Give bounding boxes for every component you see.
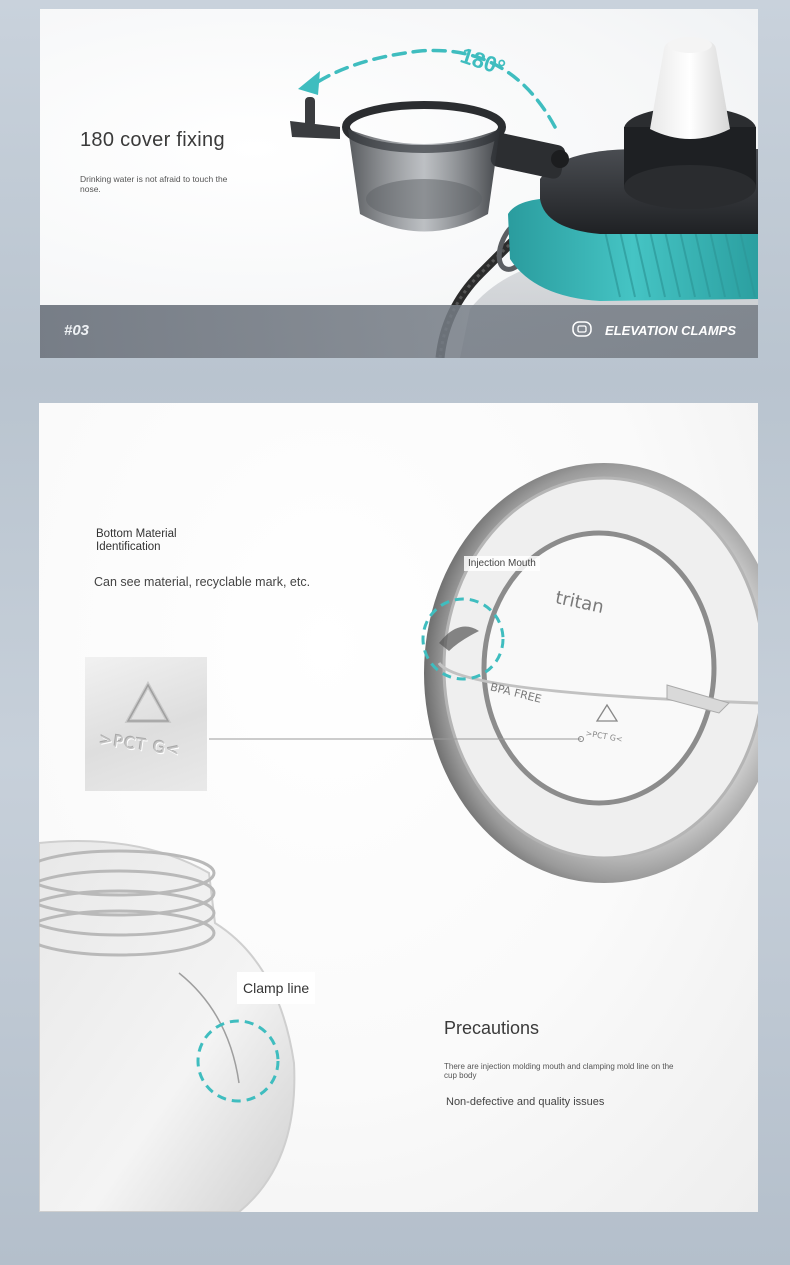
lid-bpa-mark: BPA FREE — [488, 680, 543, 706]
injection-mouth-label: Injection Mouth — [464, 556, 540, 571]
bottle-bottom-image — [39, 403, 758, 1212]
cover-fixing-title: 180 cover fixing — [80, 129, 225, 151]
bottom-material-description: Can see material, recyclable mark, etc. — [94, 575, 311, 589]
bottom-material-title: Bottom Material Identification — [96, 528, 177, 553]
recycle-triangle-icon — [123, 681, 173, 731]
lid-brand-mark: tritan — [553, 587, 606, 618]
bottom-material-card — [39, 403, 758, 1212]
precautions-description: There are injection molding mouth and clamping mold line on the cup body — [444, 1062, 674, 1080]
lid-code-mark: >PCT G< — [584, 728, 624, 745]
feature-number: #03 — [64, 322, 90, 339]
recycle-mark-closeup — [85, 657, 207, 791]
clamp-line-label: Clamp line — [237, 972, 315, 1004]
cover-fixing-subtitle: Drinking water is not afraid to touch the nose. — [80, 174, 228, 194]
rotation-angle-label: 180° — [457, 42, 509, 81]
feature-banner-label: ELEVATION CLAMPS — [605, 323, 736, 338]
precautions-title: Precautions — [444, 1018, 540, 1038]
recycle-code-text: >PCT G< — [98, 729, 182, 760]
clamp-badge-icon — [572, 320, 592, 338]
feature-banner — [40, 305, 758, 358]
cover-fixing-card — [40, 9, 758, 358]
precautions-note: Non-defective and quality issues — [446, 1096, 605, 1108]
